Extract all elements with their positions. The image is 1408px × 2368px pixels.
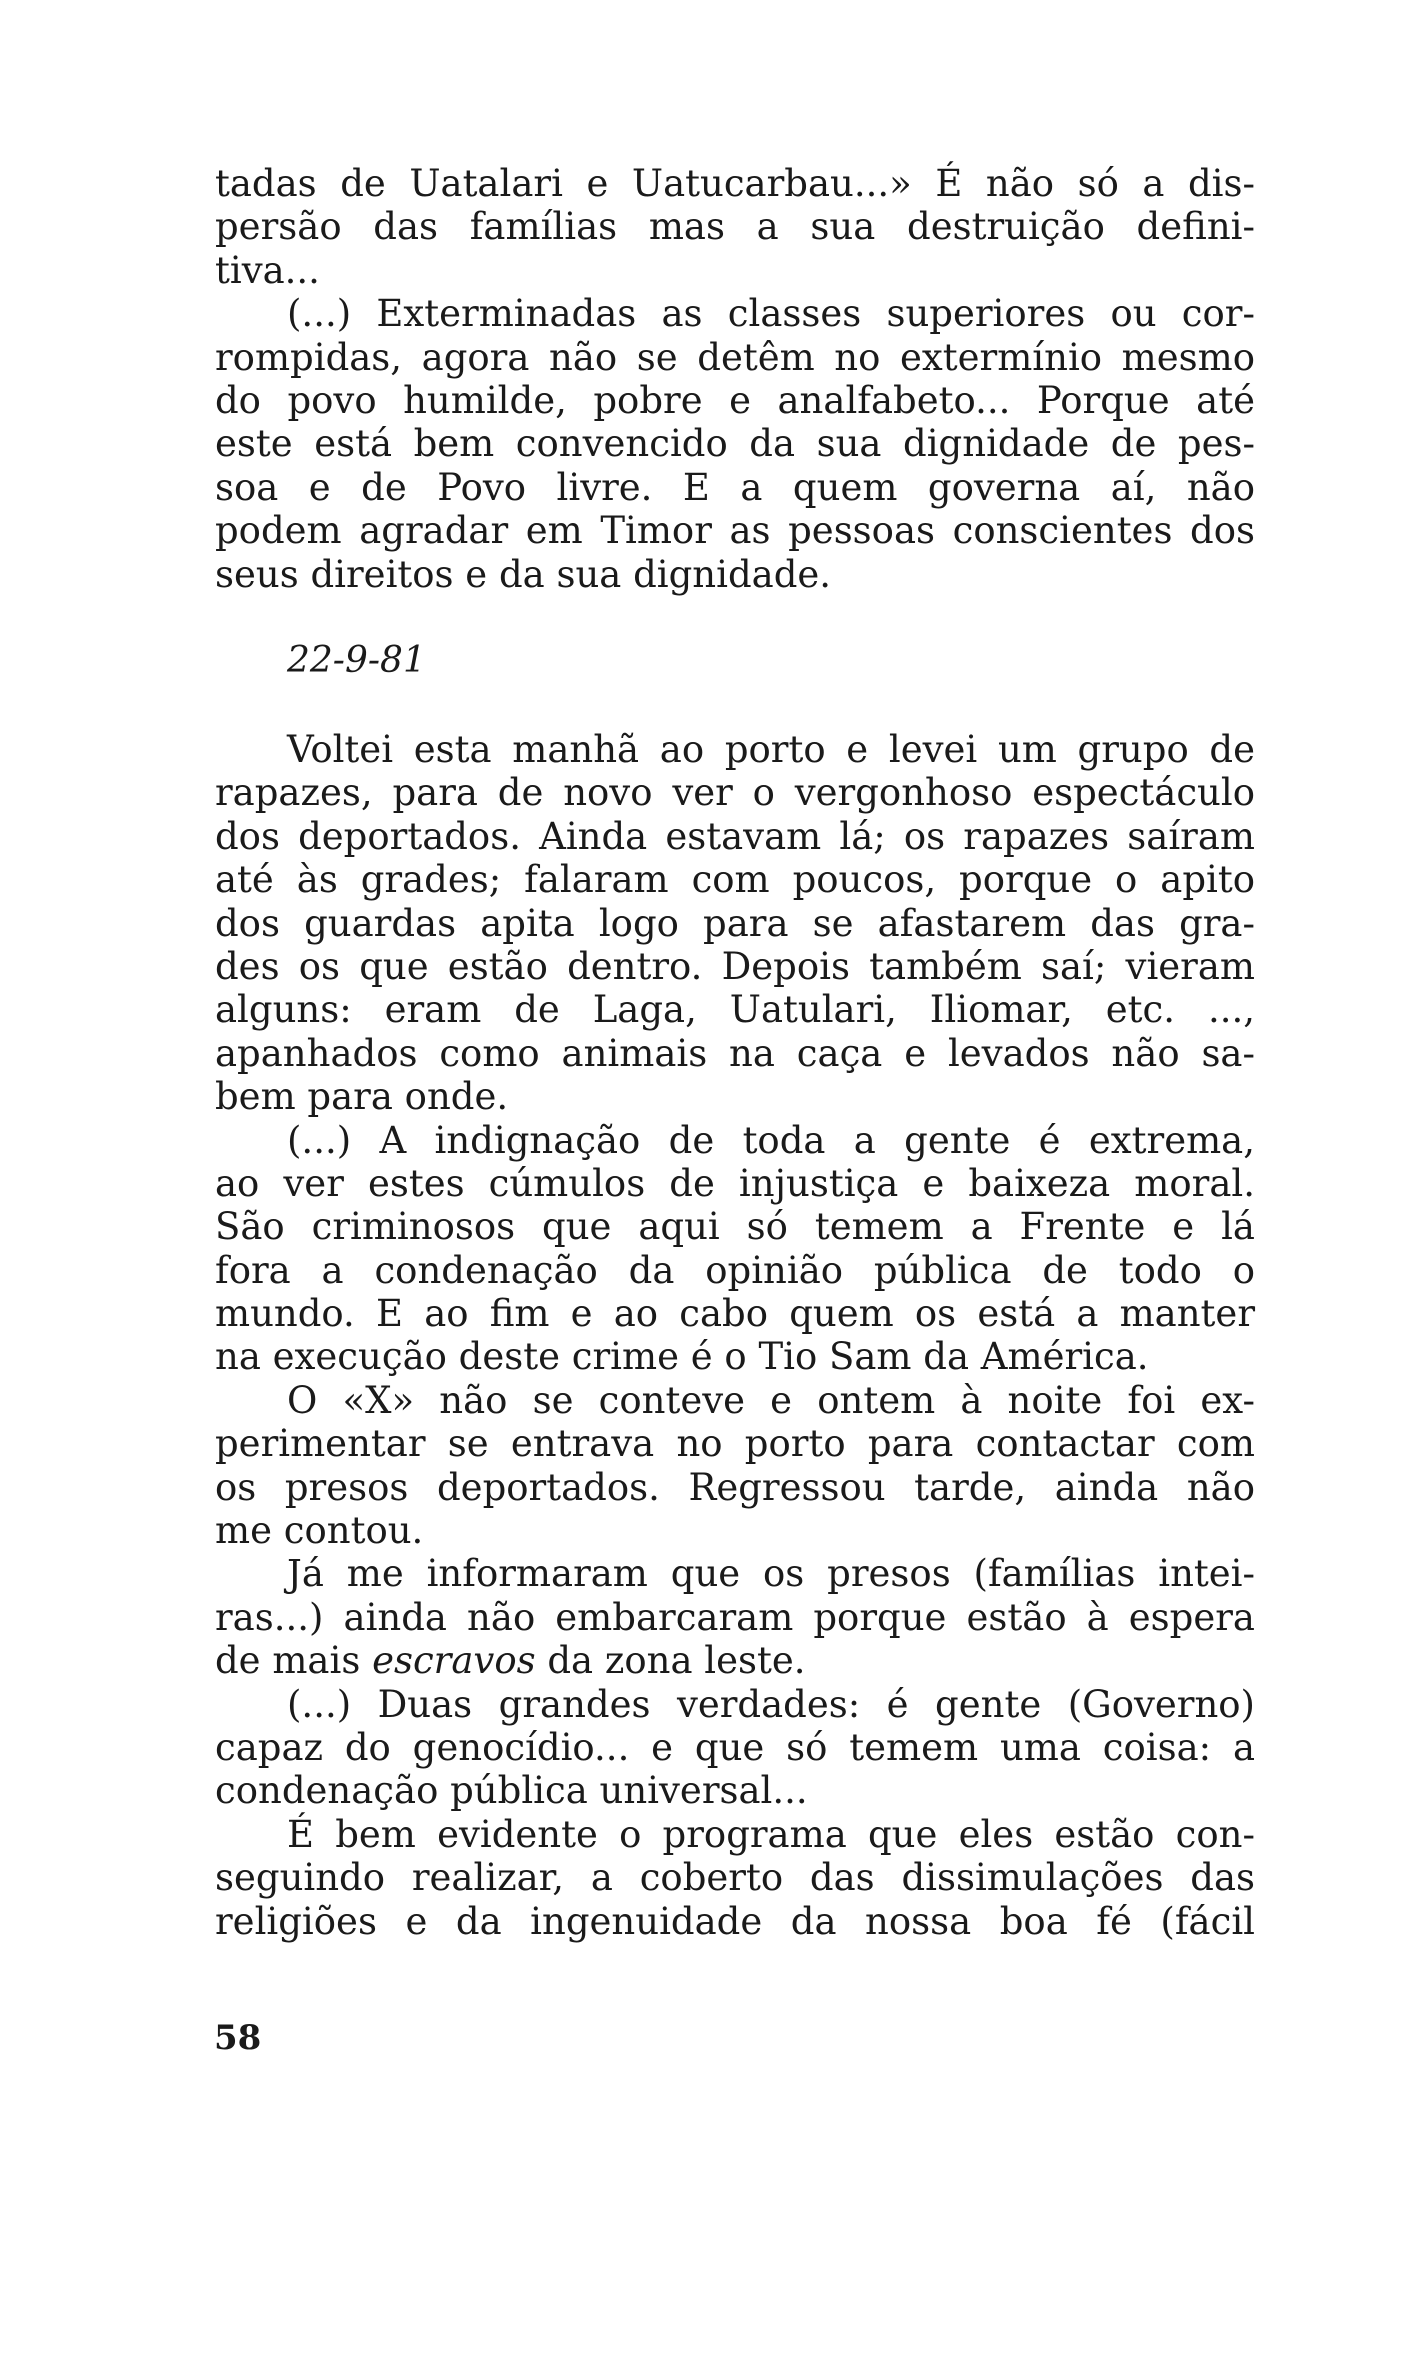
text-line: bem para onde. [215,1075,509,1119]
text-line: perimentar se entrava no porto para contactar com [215,1422,1255,1466]
text-line: este está bem convencido da sua dignidade de pes- [215,422,1255,466]
text-line: mundo. E ao fim e ao cabo quem os está a manter [215,1292,1255,1336]
text-line: os presos deportados. Regressou tarde, ainda não [215,1465,1255,1509]
text-segment: da zona leste. [547,1639,806,1683]
page-number: 58 [214,2018,262,2058]
text-line: rompidas, agora não se detêm no extermínio mesmo [215,335,1255,379]
italic-word: escravos [372,1639,536,1683]
text-line: soa e de Povo livre. E a quem governa aí, não [215,465,1255,509]
text-line: (...) Duas grandes verdades: é gente (Governo) [287,1682,1255,1726]
text-line: capaz do genocídio... e que só temem uma coisa: a [215,1725,1255,1769]
text-line: do povo humilde, pobre e analfabeto... Porque até [215,378,1255,422]
text-line: Voltei esta manhã ao porto e levei um grupo de [287,728,1255,771]
text-line: rapazes, para de novo ver o vergonhoso espectáculo [215,771,1255,815]
text-line: até às grades; falaram com poucos, porque o apito [215,858,1255,902]
text-line: O «X» não se conteve e ontem à noite foi ex- [287,1378,1255,1422]
text-line: tadas de Uatalari e Uatucarbau...» É não só a dis- [215,162,1255,205]
text-line: condenação pública universal... [215,1769,808,1813]
text-line: me contou. [215,1509,424,1553]
text-line: tiva... [215,248,320,292]
text-line: na execução deste crime é o Tio Sam da América. [215,1335,1149,1379]
paragraph-block-main [215,728,1255,1943]
text-line: (...) A indignação de toda a gente é extrema, [287,1118,1255,1162]
text-line: dos guardas apita logo para se afastarem das gra- [215,901,1255,945]
text-line: alguns: eram de Laga, Uatulari, Iliomar, etc. ..., [215,988,1255,1032]
text-line: ras...) ainda não embarcaram porque estão à espera [215,1595,1255,1639]
text-line [215,1639,1255,1682]
text-line: São criminosos que aqui só temem a Frente e lá [215,1205,1255,1249]
paragraph-block-top [215,162,1255,596]
text-line: fora a condenação da opinião pública de todo o [215,1248,1255,1292]
text-line: des os que estão dentro. Depois também saí; vieram [215,944,1255,988]
text-line: apanhados como animais na caça e levados não sa- [215,1031,1255,1075]
text-line: ao ver estes cúmulos de injustiça e baixeza moral. [215,1161,1255,1205]
text-line: seguindo realizar, a coberto das dissimulações das [215,1856,1255,1900]
text-segment: de mais [215,1639,361,1683]
text-line: persão das famílias mas a sua destruição defini- [215,205,1255,249]
text-line: religiões e da ingenuidade da nossa boa fé (fácil [215,1899,1255,1943]
text-line: É bem evidente o programa que eles estão con- [287,1812,1255,1856]
text-line: podem agradar em Timor as pessoas conscientes dos [215,509,1255,553]
text-line: dos deportados. Ainda estavam lá; os rapazes saíram [215,814,1255,858]
text-line: Já me informaram que os presos (famílias intei- [287,1552,1255,1596]
entry-date: 22-9-81 [287,640,426,681]
text-line: (...) Exterminadas as classes superiores ou cor- [287,292,1255,336]
text-line: seus direitos e da sua dignidade. [215,552,832,596]
